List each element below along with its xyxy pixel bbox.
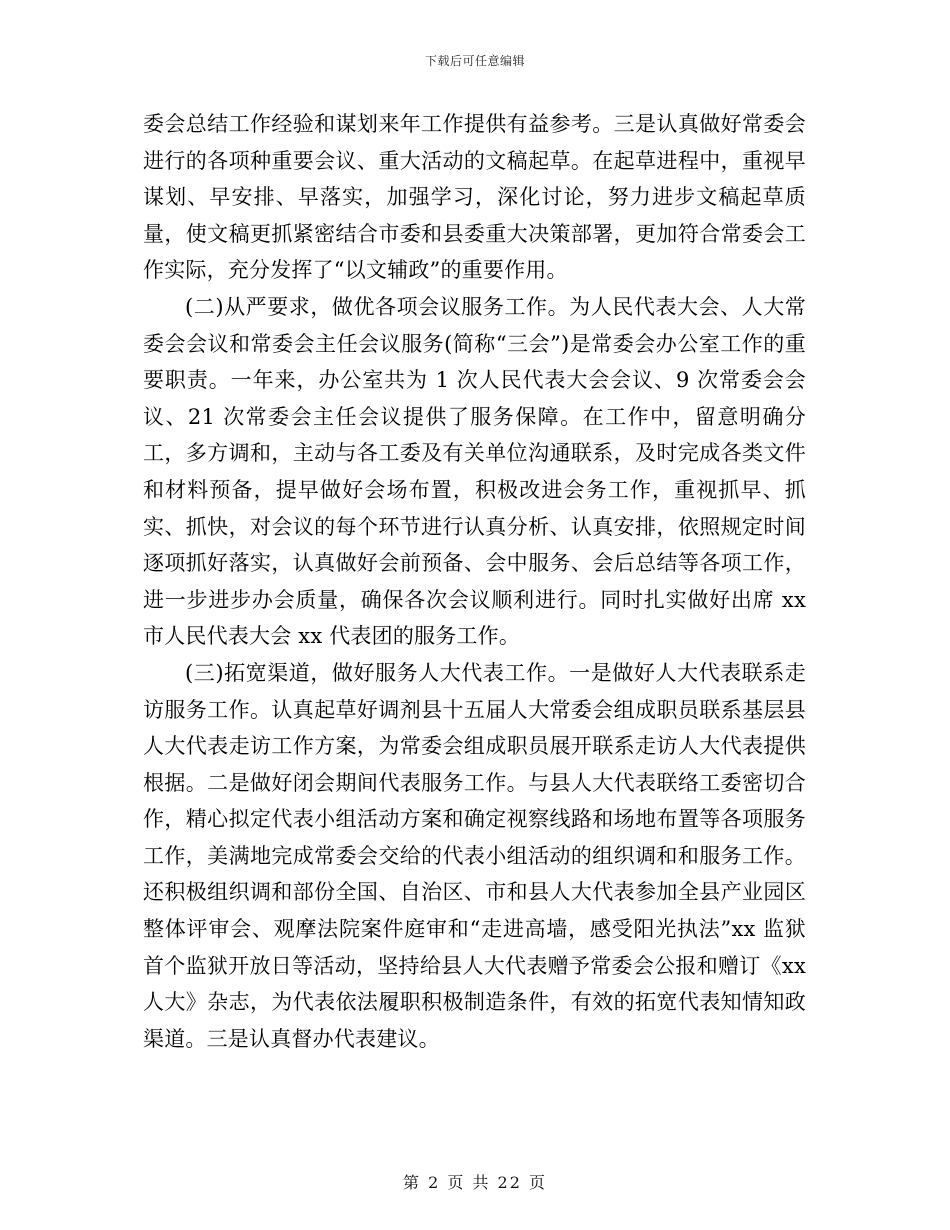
paragraph-meeting-service: (二)从严要求，做优各项会议服务工作。为人民代表大会、人大常委会会议和常委会主任会议服务(简称“三会”)是常委会办公室工作的重要职责。一年来，办公室共为 1 次人民代表大会会议、9 次常委会会议、21 次常委会主任会议提供了服务保障。在工作中，留意明确分工，多方调和，主动与各工委及有关单位沟通联系，及时完成各类文件和材料预备，提早做好会场布置，积极改进会务工作，重视抓早、抓实、抓快，对会议的每个环节进行认真分析、认真安排，依照规定时间逐项抓好落实，认真做好会前预备、会中服务、会后总结等各项工作，进一步进步办会质量，确保各次会议顺利进行。同时扎实做好出席 xx 市人民代表大会 xx 代表团的服务工作。	[143, 294, 806, 649]
paragraph-continuation: 委会总结工作经验和谋划来年工作提供有益参考。三是认真做好常委会进行的各项种重要会议、重大活动的文稿起草。在起草进程中，重视早谋划、早安排、早落实，加强学习，深化讨论，努力进步文稿起草质量，使文稿更抓紧密结合市委和县委重大决策部署，更加符合常委会工作实际，充分发挥了“以文辅政”的重要作用。	[143, 112, 806, 283]
page-header: 下载后可任意编辑	[424, 54, 525, 68]
document-body	[143, 106, 806, 1057]
page-number-footer: 第 2 页 共 22 页	[403, 1173, 547, 1192]
paragraph-deputy-service: (三)拓宽渠道，做好服务人大代表工作。一是做好人大代表联系走访服务工作。认真起草好调剂县十五届人大常委会组成职员联系基层县人大代表走访工作方案，为常委会组成职员展开联系走访人大代表提供根据。二是做好闭会期间代表服务工作。与县人大代表联络工委密切合作，精心拟定代表小组活动方案和确定视察线路和场地布置等各项服务工作，美满地完成常委会交给的代表小组活动的组织调和和服务工作。还积极组织调和部份全国、自治区、市和县人大代表参加全县产业园区整体评审会、观摩法院案件庭审和“走进高墙，感受阳光执法”xx 监狱首个监狱开放日等活动，坚持给县人大代表赠予常委会公报和赠订《xx 人大》杂志，为代表依法履职积极制造条件，有效的拓宽代表知情知政渠道。三是认真督办代表建议。	[143, 660, 806, 1051]
